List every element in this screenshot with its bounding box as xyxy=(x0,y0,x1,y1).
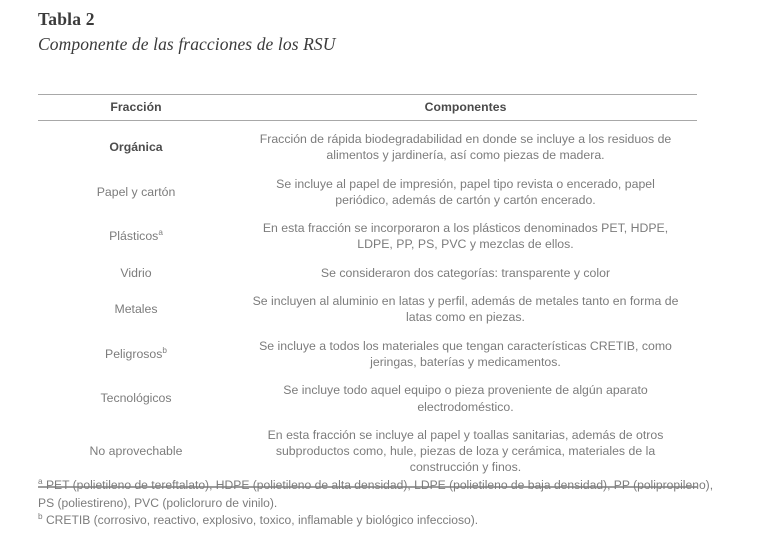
table-header-row xyxy=(38,95,697,120)
table-row xyxy=(38,259,697,287)
fraccion-label: Tecnológicos xyxy=(100,391,172,406)
footnote-marker-b: b xyxy=(162,345,167,355)
cell-componentes: Fracción de rápida biodegradabilidad en donde se incluye a los residuos de alimentos y jardinería, así como piezas de madera. xyxy=(259,132,672,163)
footnote-b-text: CRETIB (corrosivo, reactivo, explosivo, toxico, inflamable y biológico infeccioso). xyxy=(45,513,479,527)
table-caption-block xyxy=(38,8,698,56)
fraccion-label: No aprovechable xyxy=(89,444,183,459)
cell-componentes: Se incluye al papel de impresión, papel tipo revista o encerado, papel periódico, además de cartón y cartón encerado. xyxy=(276,176,655,207)
footnote-a xyxy=(38,477,718,512)
cell-componentes: Se incluye a todos los materiales que tengan características CRETIB, como jeringas, baterías y medicamentos. xyxy=(259,338,672,369)
cell-componentes: En esta fracción se incluye al papel y toallas sanitarias, además de otros subproductos como, hule, piezas de loza y cerámica, materiales de la construcción y finos. xyxy=(267,427,664,475)
footnote-a-text: PET (polietileno de tereftalato), HDPE (polietileno de alta densidad), LDPE (polietileno de baja densidad), PP (polipropileno), PS (poliestireno), PVC (policloruro de vinilo). xyxy=(38,478,714,510)
cell-fraccion xyxy=(38,170,234,215)
fraccion-label: Orgánica xyxy=(109,140,163,155)
footnote-b-marker: b xyxy=(38,511,43,521)
footnote-b xyxy=(38,512,718,530)
table-row xyxy=(38,287,697,332)
footnotes-block xyxy=(38,477,718,530)
rsu-fractions-table xyxy=(38,95,697,120)
cell-fraccion xyxy=(38,376,234,421)
cell-componentes: Se consideraron dos categorías: transparente y color xyxy=(320,265,611,280)
table-row xyxy=(38,376,697,421)
table-head xyxy=(38,95,697,120)
footnote-a-marker: a xyxy=(38,476,43,486)
cell-componentes: Se incluyen al aluminio en latas y perfil, además de metales tanto en forma de latas como en piezas. xyxy=(252,294,679,325)
fraccion-label: Peligrosos xyxy=(105,346,163,361)
cell-fraccion xyxy=(38,259,234,287)
table-row xyxy=(38,214,697,259)
fraccion-label: Plásticos xyxy=(109,229,159,244)
fraccion-label: Papel y cartón xyxy=(96,184,176,199)
fraccion-label: Metales xyxy=(114,302,158,317)
cell-fraccion xyxy=(38,214,234,259)
cell-fraccion xyxy=(38,121,234,170)
table-row xyxy=(38,121,697,170)
column-header-componentes: Componentes xyxy=(424,100,507,114)
cell-componentes: Se incluye todo aquel equipo o pieza proveniente de algún aparato electrodoméstico. xyxy=(283,383,648,414)
table-row xyxy=(38,170,697,215)
table-row xyxy=(38,332,697,377)
cell-componentes: En esta fracción se incorporaron a los plásticos denominados PET, HDPE, LDPE, PP, PS, PVC y mezclas de ellos. xyxy=(262,221,669,252)
cell-fraccion xyxy=(38,332,234,377)
cell-fraccion xyxy=(38,287,234,332)
table-number: Tabla 2 xyxy=(38,9,95,29)
footnote-marker-a: a xyxy=(158,228,163,238)
column-header-fraccion: Fracción xyxy=(110,100,162,114)
table-title: Componente de las fracciones de los RSU xyxy=(38,34,336,54)
table-body xyxy=(38,121,697,486)
fraccion-label: Vidrio xyxy=(120,265,152,280)
table-container xyxy=(38,94,697,488)
rsu-fractions-table-body xyxy=(38,121,697,486)
